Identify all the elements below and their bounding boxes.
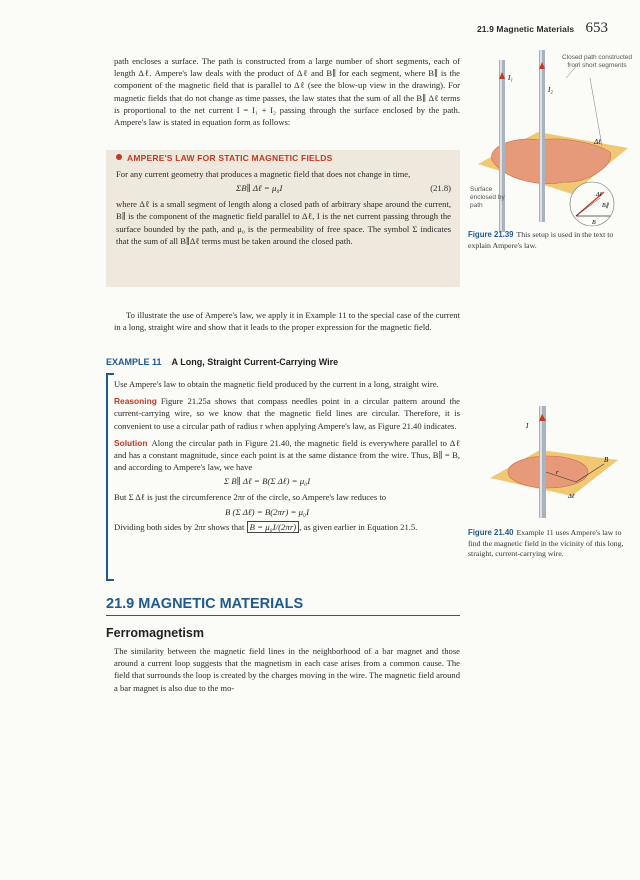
- solution-equation-2: B (Σ Δℓ) = B(2πr) = μ₀I: [224, 506, 310, 517]
- page-number: 653: [585, 20, 608, 36]
- law-box-title: [116, 153, 332, 163]
- enclosed-surface: [492, 139, 611, 184]
- blowup-dl: Δℓ: [596, 192, 603, 198]
- pointer-line: [590, 78, 602, 146]
- label-r: r: [556, 469, 559, 476]
- example-rule: [106, 373, 108, 581]
- intro-text: path encloses a surface. The path is constructed from a large number of short segments, each of length Δℓ. Ampere's law deals with the product of Δℓ and B∥ for each segment, where B∥ is the component of the magnetic field that is parallel to Δℓ (see the blow-up view in the drawing). For magnetic fields that do not change as time passes, the law states that the sum of all the B∥ Δℓ terms is proportional to the net current I = I₁ + I₂ passing through the surface enclosed by the path. Ampere's law is stated in equation form as follows:: [114, 56, 460, 128]
- law-box-text1: For any current geometry that produces a magnetic field that does not change in time,: [116, 169, 411, 179]
- header-section: 21.9 Magnetic Materials: [476, 24, 575, 34]
- reasoning-label: Reasoning: [114, 396, 157, 407]
- fig40-caption-label: Figure 21.40: [468, 528, 514, 537]
- example-solution: [114, 437, 460, 474]
- fig39-surface-label: Surface enclosed by path: [470, 186, 505, 209]
- running-header: [477, 20, 608, 37]
- subsection-heading: Ferromagnetism: [106, 626, 204, 640]
- divide-pre: Dividing both sides by 2πr shows that: [114, 521, 245, 532]
- bullet-icon: [116, 154, 122, 160]
- fig40-caption: [468, 528, 626, 560]
- fig40-caption-text: Example 11 uses Ampere's law to find the magnetic field in the vicinity of this long, straight, current-carrying wire.: [468, 528, 624, 559]
- label-dl: Δℓ: [594, 138, 602, 146]
- law-equation-number: (21.8): [430, 183, 451, 194]
- example-problem: Use Ampere's law to obtain the magnetic field produced by the current in a long, straight wire.: [114, 379, 439, 389]
- example-title: A Long, Straight Current-Carrying Wire: [171, 357, 339, 367]
- solution-equation-1: Σ B∥ Δℓ = B(Σ Δℓ) = μ₀I: [223, 476, 311, 487]
- label-b: B: [604, 456, 609, 464]
- circular-path: [508, 456, 588, 488]
- law-box-title-text: AMPERE'S LAW FOR STATIC MAGNETIC FIELDS: [127, 153, 333, 163]
- blowup-bpar: B∥: [602, 203, 609, 209]
- solution-text: Along the circular path in Figure 21.40, the magnetic field is everywhere parallel to Δℓ and has a constant magnitude, since each point is at the same distance from the wire. Thus, B∥ = B, and according to Ampere's law, we have: [114, 437, 460, 473]
- divide-post: , as given earlier in Equation 21.5.: [299, 521, 418, 532]
- law-box-text2: where Δℓ is a small segment of length along a closed path of arbitrary shape around the current, B∥ is the component of the magnetic field parallel to Δℓ, I is the net current passing through the surface bounded by the path, and μ₀ is the permeability of free space. The symbol Σ indicates that the sum of all B∥Δℓ terms must be taken around the closed path.: [116, 199, 451, 246]
- solution-label: Solution: [114, 437, 148, 448]
- label-i1: I₁: [508, 74, 513, 82]
- label-i2: I₂: [548, 86, 553, 94]
- example-heading: [106, 357, 338, 367]
- wire-highlight: [540, 406, 542, 518]
- illustrate-paragraph: [114, 309, 460, 333]
- law-equation-row: [116, 180, 451, 198]
- boxed-result: B = μ₀I/(2πr): [247, 521, 300, 533]
- figure-21-40: [476, 400, 626, 520]
- divide-text: [114, 521, 460, 533]
- example-body: [114, 378, 460, 533]
- wire-2-highlight: [540, 50, 542, 222]
- fig39-caption-label: Figure 21.39: [468, 230, 514, 239]
- blowup-b: B: [592, 220, 596, 226]
- example-rule-bottom: [106, 579, 114, 581]
- fig39-caption: [468, 230, 626, 251]
- section-rule: [106, 615, 460, 616]
- law-box-body: [116, 168, 451, 247]
- example-label: EXAMPLE 11: [106, 357, 162, 367]
- law-equation: ΣB∥ Δℓ = μ₀I: [236, 183, 283, 194]
- section-text: The similarity between the magnetic field lines in the neighborhood of a bar magnet and those around a current loop suggests that the magnetism in each case arises from a common cause. The field that surrounds the loop is created by the charges moving in the wire. The magnetic field around a bar magnet is also due to the mo-: [114, 646, 460, 693]
- section-heading: 21.9 MAGNETIC MATERIALS: [106, 596, 304, 612]
- but-text: But Σ Δℓ is just the circumference 2πr of the circle, so Ampere's law reduces to: [114, 492, 387, 503]
- reasoning-text: Figure 21.25a shows that compass needles point in a circular pattern around the current-carrying wire, so we know that the magnetic field lines are circular. Therefore, it is convenient to use a circular path of radius r when applying Ampere's law, as Figure 21.40 indicates.: [114, 396, 460, 431]
- label-dl-40: Δℓ: [568, 493, 575, 500]
- fig39-caption-text: This setup is used in the text to explain Ampere's law.: [468, 230, 614, 250]
- label-i: I: [526, 422, 529, 430]
- example-reasoning: [114, 395, 460, 432]
- section-paragraph: [114, 645, 460, 694]
- intro-paragraph: [114, 55, 460, 128]
- illustrate-text: To illustrate the use of Ampere's law, we apply it in Example 11 to the special case of the current in a long, straight wire and show that it leads to the proper expression for the magnetic field.: [114, 310, 460, 333]
- example-rule-top: [106, 373, 114, 375]
- fig39-path-label: Closed path constructed from short segments: [561, 54, 633, 69]
